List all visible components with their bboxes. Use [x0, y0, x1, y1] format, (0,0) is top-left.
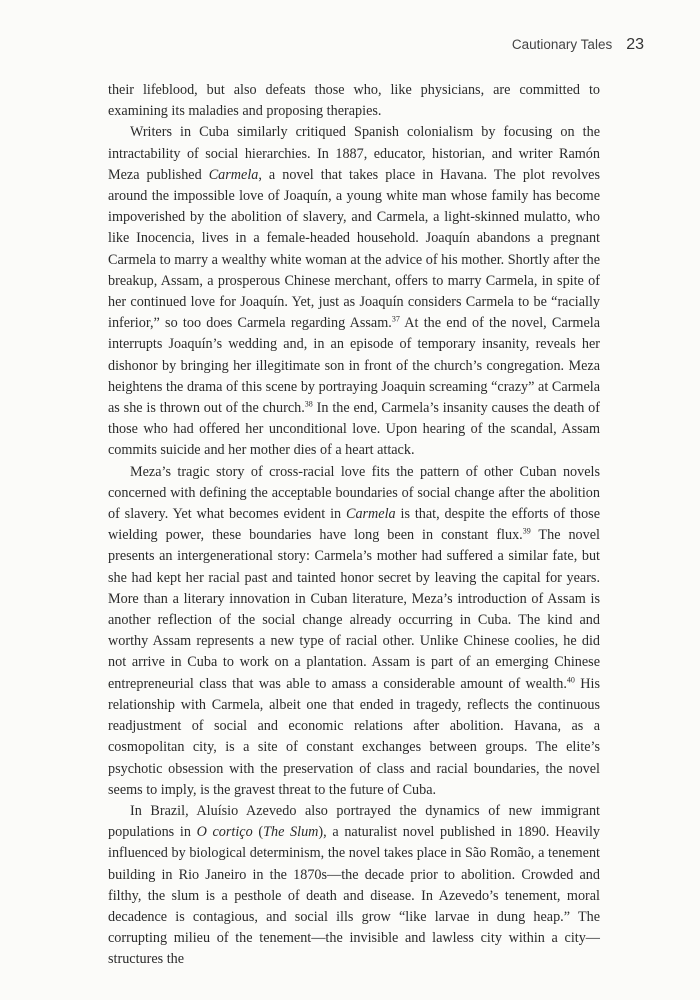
text-run: Meza’s tragic story of cross-racial love fits the pattern of other Cuban novels concerned with defining the acceptable boundaries of social change after the abolition of slavery. Yet what becomes evident in	[108, 463, 600, 523]
text-run: ), a naturalist novel published in 1890. Heavily influenced by biological determinism, the novel takes place in São Romão, a tenement building in Rio Janeiro in the 1870s—the decade prior to abolition. Crowded and filthy, the slum is a pesthole of death and disease. In Azevedo’s tenement, moral decadence is contagious, and social ills grow “like larvae in dung heap.” The corrupting milieu of the tenement—the invisible and lawless city within a city—structures the	[108, 824, 601, 968]
italic-title: The Slum	[263, 824, 319, 841]
text-run: (	[252, 824, 264, 841]
running-title: Cautionary Tales	[511, 37, 613, 52]
text-run: At the end of the novel, Carmela interrupts Joaquín’s wedding and, in an episode of temporary insanity, reveals her dishonor by bringing her illegitimate son in front of the church’s congregation. Meza heightens the drama of this scene by portraying Joaquin screaming “crazy” at Carmela as she is thrown out of the church.	[108, 315, 600, 417]
footnote-ref: 40	[566, 674, 575, 684]
footnote-ref: 38	[304, 399, 313, 409]
text-run: In Brazil, Aluísio Azevedo also portrayed the dynamics of new immigrant populations in	[108, 802, 600, 841]
footnote-ref: 37	[391, 314, 400, 324]
running-head	[512, 36, 644, 54]
paragraph	[108, 80, 600, 122]
paragraph	[108, 122, 600, 461]
italic-title: O cortiço	[196, 824, 253, 841]
text-run: their lifeblood, but also defeats those who, like physicians, are committed to examining its maladies and proposing therapies.	[108, 82, 600, 120]
text-run: In the end, Carmela’s insanity causes the death of those who had offered her unconditional love. Upon hearing of the scandal, Assam commits suicide and her mother dies of a heart attack.	[108, 400, 600, 459]
text-run: is that, despite the efforts of those wielding power, these boundaries have long been in constant flux.	[108, 506, 600, 544]
text-run: His relationship with Carmela, albeit one that ended in tragedy, reflects the continuous readjustment of social and economic relations after abolition. Havana, as a cosmopolitan city, is a site of constant exchanges between groups. The elite’s psychotic obsession with the preservation of class and racial boundaries, the novel seems to imply, is the gravest threat to the future of Cuba.	[108, 675, 601, 798]
text-run: The novel presents an intergenerational story: Carmela’s mother had suffered a similar fate, but she had kept her racial past and tainted honor secret by leaving the capital for years. More than a literary innovation in Cuban literature, Meza’s introduction of Assam is another reflection of the social change already occurring in Cuba. The kind and worthy Assam represents a new type of racial other. Unlike Chinese coolies, he did not arrive in Cuba to work on a plantation. Assam is part of an emerging Chinese entrepreneurial class that was able to amass a considerable amount of wealth.	[108, 527, 600, 692]
page-number: 23	[626, 36, 644, 53]
text-run: Writers in Cuba similarly critiqued Spanish colonialism by focusing on the intractability of social hierarchies. In 1887, educator, historian, and writer Ramón Meza published	[108, 124, 600, 183]
italic-title: Carmela	[208, 166, 259, 183]
body-text	[108, 80, 600, 971]
text-run: , a novel that takes place in Havana. The plot revolves around the impossible love of Joaquín, a young white man whose family has become impoverished by the abolition of slavery, and Carmela, a light-skinned mulatto, who like Inocencia, lives in a female-headed household. Joaquín abandons a pregnant Carmela to marry a wealthy white woman at the advice of his mother. Shortly after the breakup, Assam, a prosperous Chinese merchant, offers to marry Carmela, in spite of her continued love for Joaquín. Yet, just as Joaquín considers Carmela to be “racially inferior,” so too does Carmela regarding Assam.	[108, 166, 600, 332]
italic-title: Carmela	[345, 506, 396, 523]
paragraph	[108, 462, 600, 801]
paragraph	[108, 801, 600, 971]
footnote-ref: 39	[522, 526, 531, 536]
